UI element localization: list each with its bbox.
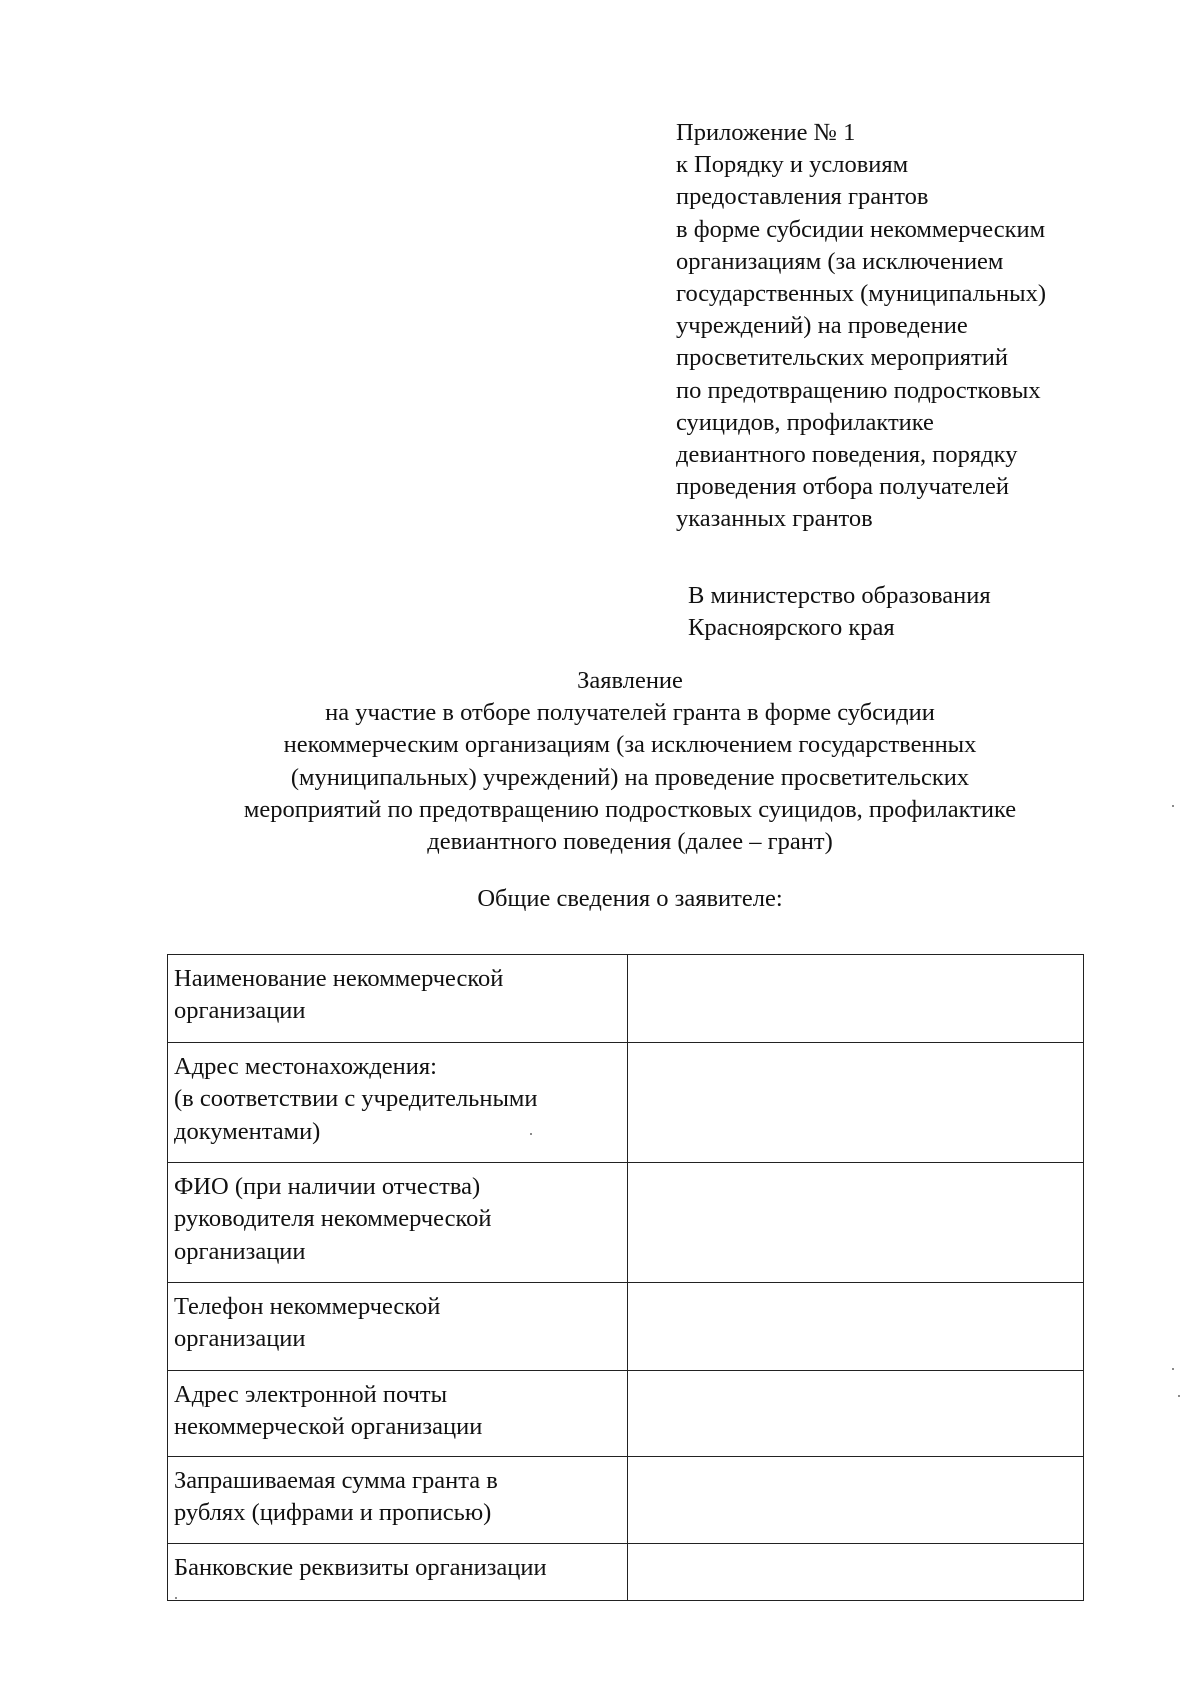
row-label — [168, 1163, 628, 1283]
label-line: организации — [174, 1325, 306, 1353]
label-line: Телефон некоммерческой — [174, 1293, 441, 1320]
row-value-field[interactable] — [627, 1043, 1083, 1163]
addressee-line: В министерство образования — [688, 582, 991, 609]
section-subtitle: Общие сведения о заявителе: — [477, 885, 783, 912]
scan-speck — [175, 1597, 177, 1599]
label-line: документами) — [174, 1117, 321, 1145]
label-line: Адрес местонахождения: — [174, 1053, 437, 1080]
annex-line: девиантного поведения, порядку — [676, 441, 1018, 469]
title-line: мероприятий по предотвращению подростковых суицидов, профилактике — [243, 795, 1017, 823]
annex-reference — [676, 117, 1116, 536]
annex-line: суицидов, профилактике — [676, 408, 934, 436]
label-line: ФИО (при наличии отчества) — [174, 1173, 481, 1200]
table-row — [168, 1544, 1084, 1601]
scan-speck — [1172, 1368, 1174, 1370]
title-line: (муниципальных) учреждений) на проведение просветительских — [290, 763, 970, 791]
label-line: Запрашиваемая сумма гранта в — [174, 1467, 498, 1494]
label-line: рублях (цифрами и прописью) — [174, 1499, 492, 1527]
label-line: руководителя некоммерческой — [174, 1205, 492, 1233]
title-heading: Заявление — [577, 667, 683, 694]
annex-line: организациям (за исключением — [676, 247, 1004, 275]
scan-speck — [530, 1133, 532, 1135]
annex-line: Приложение № 1 — [676, 119, 856, 146]
label-line: Банковские реквизиты организации — [174, 1554, 547, 1581]
application-title — [130, 665, 1130, 858]
table-row — [168, 1283, 1084, 1371]
title-line: некоммерческим организациям (за исключением государственных — [283, 731, 977, 759]
annex-line: указанных грантов — [676, 505, 873, 533]
annex-line: к Порядку и условиям — [676, 151, 909, 179]
row-value-field[interactable] — [627, 1544, 1083, 1601]
title-line: девиантного поведения (далее – грант) — [427, 828, 833, 856]
row-label — [168, 1457, 628, 1544]
addressee — [688, 580, 1108, 644]
table-row — [168, 955, 1084, 1043]
table-row — [168, 1371, 1084, 1457]
addressee-line: Красноярского края — [688, 614, 895, 642]
label-line: организации — [174, 997, 306, 1025]
annex-line: предоставления грантов — [676, 183, 929, 211]
title-line: на участие в отборе получателей гранта в форме субсидии — [325, 699, 935, 727]
label-line: Адрес электронной почты — [174, 1381, 448, 1408]
scan-speck — [1178, 1395, 1180, 1397]
row-label — [168, 1371, 628, 1457]
annex-line: в форме субсидии некоммерческим — [676, 215, 1046, 243]
label-line: организации — [174, 1237, 306, 1265]
scan-speck — [1172, 805, 1174, 807]
row-value-field[interactable] — [627, 955, 1083, 1043]
table-row — [168, 1043, 1084, 1163]
row-label — [168, 1544, 628, 1601]
annex-line: по предотвращению подростковых — [676, 376, 1041, 404]
annex-line: проведения отбора получателей — [676, 473, 1010, 501]
annex-line: государственных (муниципальных) — [676, 280, 1047, 308]
applicant-info-table — [167, 954, 1084, 1601]
row-value-field[interactable] — [627, 1283, 1083, 1371]
row-label — [168, 1283, 628, 1371]
table-row — [168, 1163, 1084, 1283]
annex-line: учреждений) на проведение — [676, 312, 968, 340]
label-line: некоммерческой организации — [174, 1413, 483, 1441]
label-line: Наименование некоммерческой — [174, 965, 504, 992]
row-label — [168, 1043, 628, 1163]
table-row — [168, 1457, 1084, 1544]
row-value-field[interactable] — [627, 1163, 1083, 1283]
row-value-field[interactable] — [627, 1371, 1083, 1457]
row-value-field[interactable] — [627, 1457, 1083, 1544]
label-line: (в соответствии с учредительными — [174, 1085, 538, 1113]
annex-line: просветительских мероприятий — [676, 344, 1009, 372]
row-label — [168, 955, 628, 1043]
